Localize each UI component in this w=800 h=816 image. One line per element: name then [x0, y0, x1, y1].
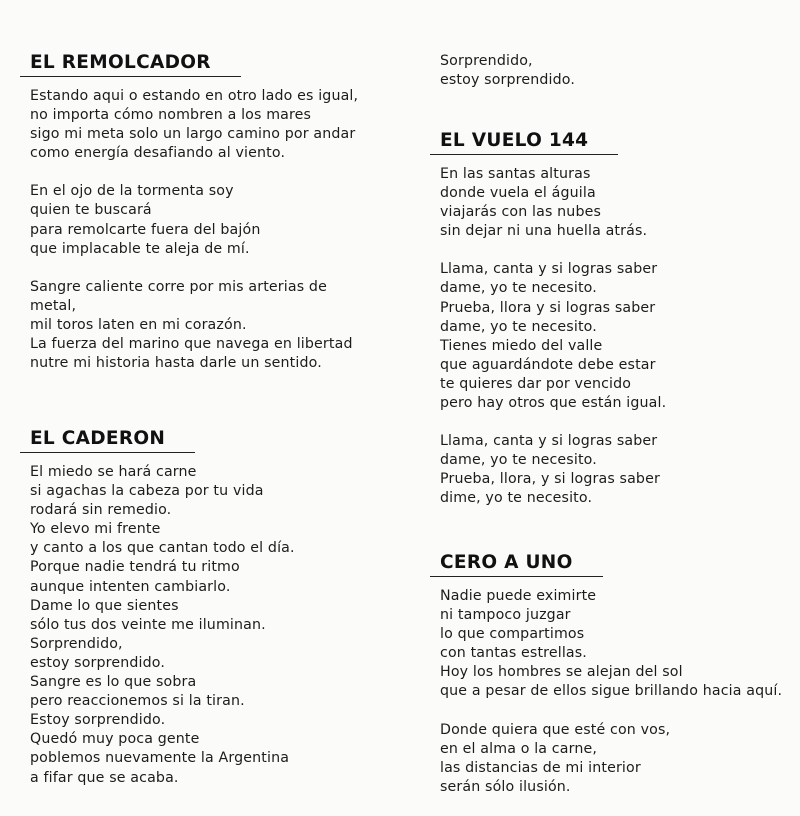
- lyric-line: lo que compartimos: [440, 626, 585, 643]
- lyric-line: mil toros laten en mi corazón.: [30, 316, 247, 333]
- lyric-line: donde vuela el águila: [440, 185, 596, 202]
- lyric-line: a fifar que se acaba.: [30, 769, 179, 786]
- lyric-line: que implacable te aleja de mí.: [30, 240, 250, 257]
- lyric-line: Prueba, llora y si logras saber: [440, 299, 656, 316]
- lyric-line: Hoy los hombres se alejan del sol: [440, 664, 683, 681]
- lyric-line: te quieres dar por vencido: [440, 375, 632, 392]
- stanza: [20, 182, 358, 258]
- lyric-line: Donde quiera que esté con vos,: [440, 721, 671, 738]
- lyric-line: para remolcarte fuera del bajón: [30, 221, 261, 238]
- lyric-line: En el ojo de la tormenta soy: [30, 183, 234, 200]
- lyric-line: dime, yo te necesito.: [440, 490, 593, 507]
- song-cero-a-uno: [430, 552, 782, 816]
- lyric-line: metal,: [30, 297, 77, 314]
- lyric-line: rodará sin remedio.: [30, 502, 172, 519]
- lyric-line: Sangre caliente corre por mis arterias de: [30, 278, 327, 295]
- lyric-line: Sorprendido,: [440, 53, 533, 69]
- stanza: [430, 432, 666, 508]
- lyric-line: Quedó muy poca gente: [30, 731, 200, 748]
- lyric-line: ni tampoco juzgar: [440, 607, 571, 624]
- lyric-line: si agachas la cabeza por tu vida: [30, 483, 264, 500]
- lyric-line: nutre mi historia hasta darle un sentido.: [30, 355, 322, 372]
- lyric-line: Yo elevo mi frente: [30, 521, 161, 538]
- stanza: [20, 87, 358, 163]
- lyric-line: que a pesar de ellos sigue brillando hacia aquí.: [440, 683, 783, 700]
- lyric-line: Estoy sorprendido.: [30, 712, 166, 729]
- lyric-line: serán sólo ilusión.: [440, 778, 571, 795]
- song-title: EL CADERON: [20, 428, 195, 453]
- song-title: EL VUELO 144: [430, 130, 618, 155]
- lyric-line: En las santas alturas: [440, 166, 591, 182]
- lyric-line: sin dejar ni una huella atrás.: [440, 223, 648, 240]
- stanza: [430, 165, 666, 241]
- lyric-line: con tantas estrellas.: [440, 645, 587, 662]
- song-el-vuelo-144: [430, 130, 666, 528]
- song-title: EL REMOLCADOR: [20, 52, 241, 77]
- lyric-line: La fuerza del marino que navega en libertad: [30, 336, 353, 353]
- song-lyrics: [430, 165, 666, 509]
- lyric-line: las distancias de mi interior: [440, 759, 641, 776]
- lyric-line: Llama, canta y si logras saber: [440, 261, 658, 278]
- stanza: [20, 463, 295, 788]
- stanza: [20, 278, 358, 373]
- lyric-line: no importa cómo nombren a los mares: [30, 107, 312, 124]
- lyric-line: sólo tus dos veinte me iluminan.: [30, 616, 266, 633]
- song-lyrics: [430, 587, 782, 797]
- song-el-remolcador: [20, 52, 358, 392]
- lyric-line: Nadie puede eximirte: [440, 588, 597, 604]
- lyric-line: sigo mi meta solo un largo camino por andar: [30, 126, 356, 143]
- song-continuation: [430, 52, 575, 109]
- lyric-line: poblemos nuevamente la Argentina: [30, 750, 290, 767]
- stanza: [430, 260, 666, 413]
- lyric-line: que aguardándote debe estar: [440, 356, 656, 373]
- lyric-line: y canto a los que cantan todo el día.: [30, 540, 295, 557]
- stanza: [430, 587, 782, 702]
- lyric-line: pero reaccionemos si la tiran.: [30, 693, 245, 710]
- lyric-line: Sangre es lo que sobra: [30, 674, 197, 691]
- lyric-line: Prueba, llora, y si logras saber: [440, 471, 660, 488]
- song-title: CERO A UNO: [430, 552, 603, 577]
- lyric-line: aunque intenten cambiarlo.: [30, 578, 231, 595]
- lyric-line: en el alma o la carne,: [440, 740, 598, 757]
- lyric-line: viajarás con las nubes: [440, 204, 602, 221]
- lyric-line: Llama, canta y si logras saber: [440, 433, 658, 450]
- song-lyrics: [20, 463, 295, 788]
- lyric-line: Sorprendido,: [30, 635, 123, 652]
- lyric-line: estoy sorprendido.: [30, 654, 166, 671]
- song-el-caderon: [20, 428, 295, 807]
- lyric-line: El miedo se hará carne: [30, 464, 197, 480]
- lyric-line: Tienes miedo del valle: [440, 337, 603, 354]
- lyric-line: como energía desafiando al viento.: [30, 145, 286, 162]
- lyric-line: quien te buscará: [30, 202, 152, 219]
- lyric-line: Dame lo que sientes: [30, 597, 179, 614]
- continuation-stanza: [430, 52, 575, 90]
- lyric-line: dame, yo te necesito.: [440, 452, 597, 469]
- song-lyrics: [20, 87, 358, 373]
- lyric-line: pero hay otros que están igual.: [440, 395, 667, 412]
- lyric-line: Porque nadie tendrá tu ritmo: [30, 559, 240, 576]
- lyric-line: Estando aqui o estando en otro lado es igual,: [30, 88, 359, 104]
- stanza: [430, 721, 782, 797]
- lyric-line: estoy sorprendido.: [440, 72, 576, 89]
- lyric-line: dame, yo te necesito.: [440, 318, 597, 335]
- lyric-line: dame, yo te necesito.: [440, 280, 597, 297]
